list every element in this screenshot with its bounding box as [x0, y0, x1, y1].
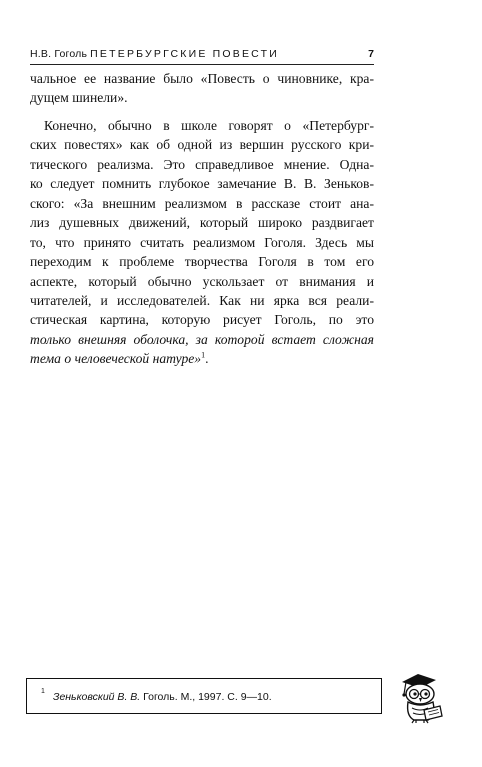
owl-mascot-icon: [394, 668, 446, 724]
text-line: читателей, и исследователей. Как ни ярка вся реали-: [30, 292, 374, 308]
running-header: [30, 47, 374, 61]
sentence-end: .: [205, 351, 209, 367]
header-book-title: ПЕТЕРБУРГСКИЕ ПОВЕСТИ: [90, 48, 279, 60]
footnote-source: Гоголь. М., 1997. С. 9—10.: [143, 691, 272, 703]
footnote-marker: 1: [41, 688, 45, 695]
text-line: стическая картина, которую рисует Гоголь, по это: [30, 312, 374, 328]
paragraph-1: [30, 69, 374, 108]
text-line-final: [30, 349, 374, 368]
footnote-author: Зеньковский В. В.: [53, 691, 141, 703]
quote-end-italic: тема о человеческой натуре»: [30, 351, 202, 367]
text-line: аспекте, который обычно ускользает от внимания и: [30, 273, 374, 289]
text-line-italic: только внешняя оболочка, за которой встает сложная: [30, 331, 374, 347]
text-line: тического реализма. Это справедливое мнение. Одна-: [30, 156, 374, 172]
paragraph-2: [30, 116, 374, 369]
text-line: переходим к проблеме творчества Гоголя в том его: [30, 254, 374, 270]
text-line: Конечно, обычно в школе говорят о «Петербург-: [44, 117, 374, 133]
header-author: Н.В. Гоголь: [30, 48, 88, 60]
text-line: ского: «За внешним реализмом в рассказе стоит ана-: [30, 195, 374, 211]
text-line: дущем шинели».: [30, 90, 128, 106]
text-line: то, что принято считать реализмом Гоголя. Здесь мы: [30, 234, 374, 250]
page-number: 7: [368, 48, 374, 60]
text-line: чальное ее название было «Повесть о чиновнике, кра-: [30, 71, 374, 86]
footnote-reference[interactable]: 1: [201, 350, 206, 360]
text-line: лиз душевных движений, который широко раздвигает: [30, 215, 374, 231]
footnote-text: [53, 679, 272, 715]
header-rule: [30, 64, 374, 65]
footnote-box: [26, 678, 382, 714]
text-line: ко следует помнить глубокое замечание В. В. Зеньков-: [30, 176, 374, 192]
text-line: ских повестях» как об одной из вершин русского кри-: [30, 137, 374, 153]
main-text: [30, 69, 374, 369]
